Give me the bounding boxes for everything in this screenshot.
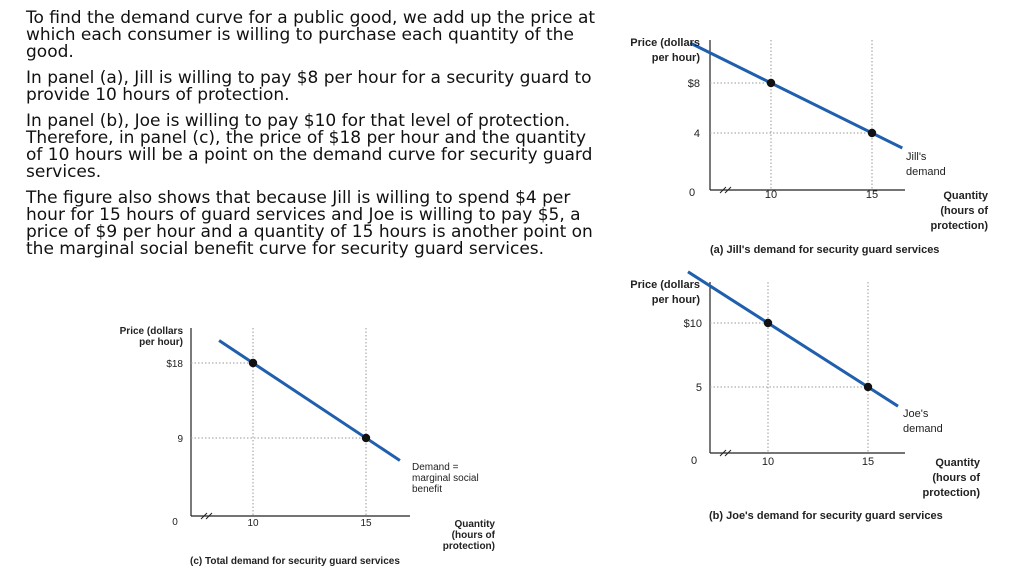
- demand-line: [219, 341, 400, 461]
- panel-c: [191, 328, 410, 519]
- x-tick-label: 15: [865, 189, 879, 201]
- x-axis-label: Quantity: [943, 190, 988, 202]
- chart-title: (a) Jill's demand for security guard services: [710, 244, 940, 256]
- y-tick-label: 4: [693, 128, 700, 140]
- data-point: [767, 79, 775, 87]
- y-tick-label: $10: [683, 318, 702, 330]
- y-axis-label: per hour): [139, 337, 183, 348]
- x-tick-label: 15: [861, 456, 875, 468]
- x-tick-label: 10: [247, 518, 259, 529]
- paragraph-3: In panel (b), Joe is willing to pay $10 for that level of protection. Therefore, in panel (c), the price of $18 per hour and the quantity of 10 hours will be a point on the demand curve for security guard services.: [26, 111, 593, 182]
- paragraph-4: The figure also shows that because Jill is willing to spend $4 per hour for 15 hours of guard services and Joe is willing to pay $5, a price of $9 per hour and a quantity of 15 hours is another point on the marginal social benefit curve for security guard services.: [26, 188, 593, 259]
- curve-label: demand: [906, 166, 946, 178]
- x-tick-label: 15: [360, 518, 372, 529]
- x-axis-label: Quantity: [454, 519, 495, 530]
- data-point: [249, 359, 257, 367]
- origin-label: 0: [172, 517, 178, 528]
- x-axis-label: (hours of: [932, 472, 980, 484]
- x-axis-label: protection): [930, 220, 988, 232]
- x-axis-label: protection): [922, 487, 980, 499]
- data-point: [764, 319, 772, 327]
- y-axis-label: per hour): [651, 52, 700, 64]
- x-axis-label: (hours of: [940, 205, 988, 217]
- curve-label: marginal social: [412, 473, 479, 484]
- panel-a: [687, 40, 905, 193]
- y-tick-label: 5: [695, 382, 702, 394]
- chart-title: (c) Total demand for security guard services: [190, 556, 400, 567]
- y-axis-label: Price (dollars: [630, 279, 700, 291]
- x-axis-label: Quantity: [935, 457, 980, 469]
- y-axis-label: Price (dollars: [630, 37, 700, 49]
- y-tick-label: 9: [177, 434, 183, 445]
- x-tick-label: 10: [761, 456, 775, 468]
- x-axis-label: (hours of: [451, 530, 495, 541]
- y-axis-label: Price (dollars: [119, 326, 183, 337]
- paragraph-1: To find the demand curve for a public good, we add up the price at which each consumer is willing to purchase each quantity of the good.: [26, 8, 596, 62]
- y-tick-label: $8: [687, 78, 700, 90]
- paragraph-2: In panel (a), Jill is willing to pay $8 per hour for a security guard to provide 10 hours of protection.: [26, 68, 592, 105]
- x-tick-label: 10: [764, 189, 778, 201]
- panel-b: [688, 272, 905, 456]
- data-point: [868, 129, 876, 137]
- data-point: [362, 434, 370, 442]
- curve-label: Jill's: [906, 151, 927, 163]
- origin-label: 0: [690, 455, 698, 467]
- curve-label: Demand =: [412, 462, 459, 473]
- y-axis-label: per hour): [651, 294, 700, 306]
- curve-label: Joe's: [903, 408, 929, 420]
- curve-label: demand: [903, 423, 943, 435]
- curve-label: benefit: [412, 484, 443, 495]
- x-axis-label: protection): [442, 541, 495, 552]
- chart-title: (b) Joe's demand for security guard services: [709, 510, 943, 522]
- y-tick-label: $18: [166, 359, 183, 370]
- data-point: [864, 383, 872, 391]
- origin-label: 0: [688, 187, 696, 199]
